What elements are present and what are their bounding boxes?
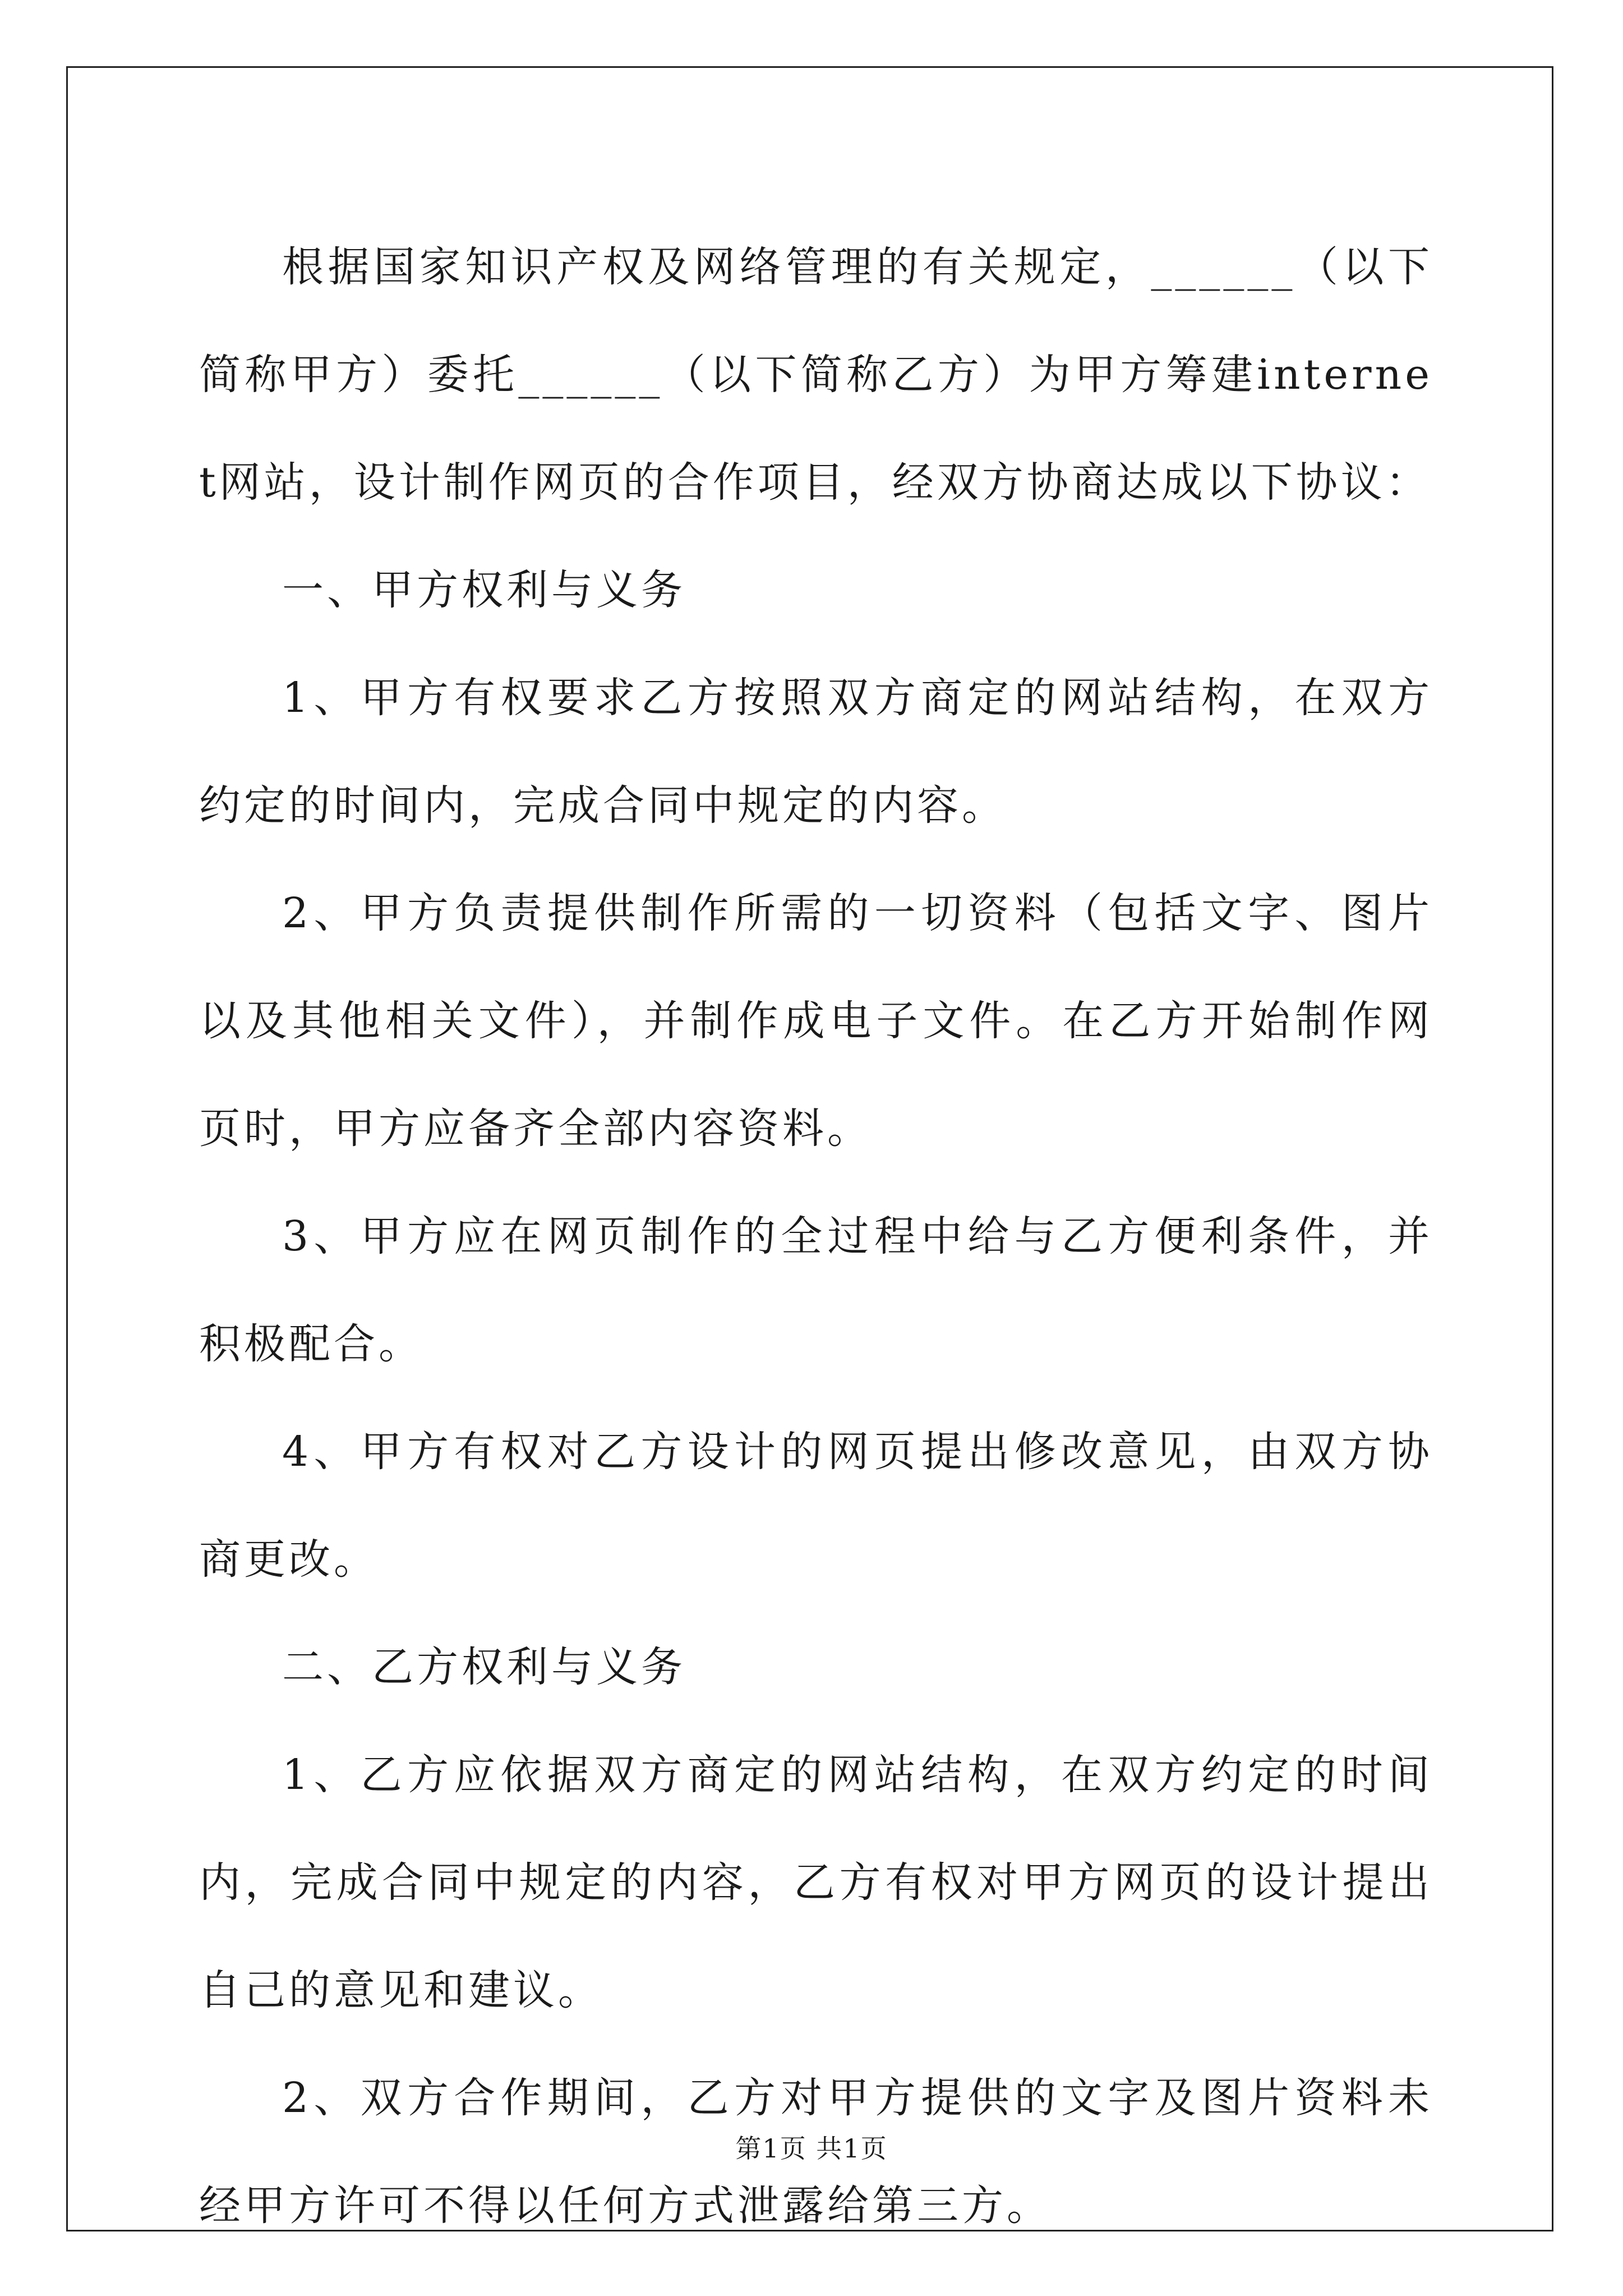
page-number-footer: 第1页 共1页 — [735, 2133, 888, 2164]
section-heading-party-a: 一、甲方权利与义务 — [282, 566, 686, 614]
paragraph-b2: 2、双方合作期间，乙方对甲方提供的文字及图片资料未经甲方许可不得以任何方式泄露给第三方。 — [199, 2074, 1433, 2230]
paragraph-a2: 2、甲方负责提供制作所需的一切资料（包括文字、图片以及其他相关文件），并制作成电子文件。在乙方开始制作网页时，甲方应备齐全部内容资料。 — [199, 889, 1433, 1153]
paragraph-a4: 4、甲方有权对乙方设计的网页提出修改意见，由双方协商更改。 — [199, 1428, 1433, 1584]
paragraph-a3: 3、甲方应在网页制作的全过程中给与乙方便利条件，并积极配合。 — [199, 1212, 1433, 1368]
paragraph-a1: 1、甲方有权要求乙方按照双方商定的网站结构，在双方约定的时间内，完成合同中规定的内容。 — [199, 674, 1433, 830]
paragraph-b1: 1、乙方应依据双方商定的网站结构，在双方约定的时间内，完成合同中规定的内容，乙方有权对甲方网页的设计提出自己的意见和建议。 — [199, 1751, 1433, 2014]
document-body — [199, 213, 1433, 2260]
section-heading-party-b: 二、乙方权利与义务 — [282, 1643, 686, 1691]
paragraph-intro: 根据国家知识产权及网络管理的有关规定，______（以下简称甲方）委托______（以下简称乙方）为甲方筹建internet网站，设计制作网页的合作项目，经双方协商达成以下协议： — [199, 243, 1433, 507]
